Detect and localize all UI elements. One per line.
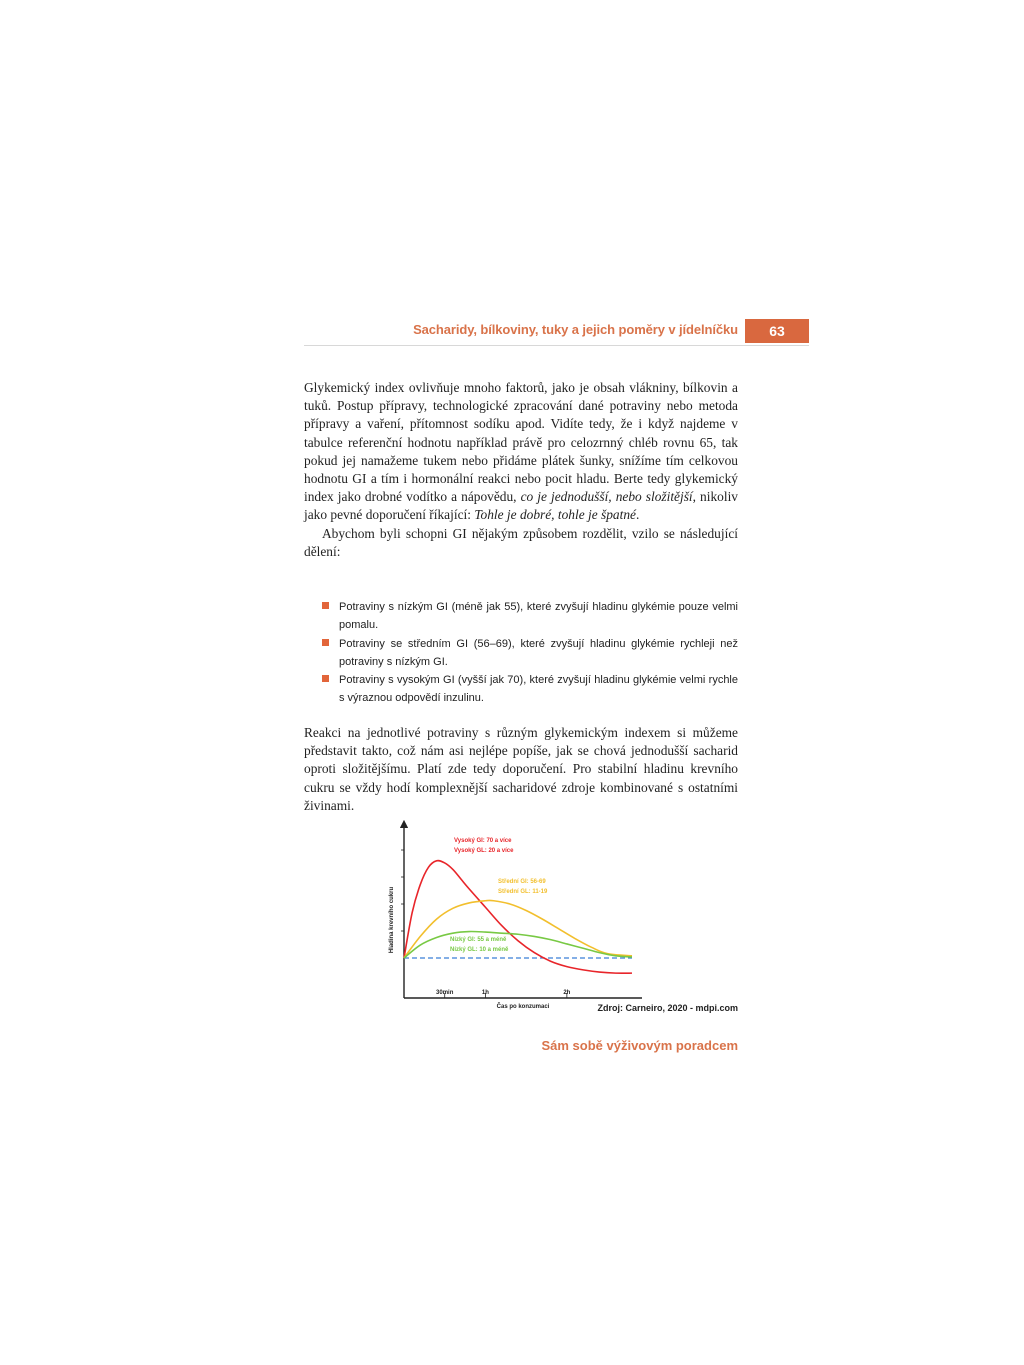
text-run: Glykemický index ovlivňuje mnoho faktorů, jako je obsah vlákniny, bílkovin a tuků. Postup přípravy, technologické zpracování dané potraviny nebo metoda přípravy a vaření, přítomnost sodíku apod. Vidíte tedy, že i když najdeme v tabulce referenční hodnotu například právě pro celozrnný chléb rovnu 65, tak pokud jej namažeme tukem nebo přidáme plátek šunky, snížíme tím celkovou hodnotu GI a tím i hormonální reakci nebo pocit hladu. Berte tedy glykemický index jako drobné vodítko a nápovědu, <box>304 380 738 505</box>
list-item <box>322 635 738 672</box>
list-item-text: Potraviny s vysokým GI (vyšší jak 70), které zvyšují hladinu glykémie velmi rychle s výraznou odpovědí inzulinu. <box>339 674 738 705</box>
legend-label: Střední GI: 56-69 <box>498 879 546 885</box>
x-tick-label: 30min <box>436 990 454 996</box>
body-text-after <box>304 724 738 815</box>
list-item <box>322 671 738 708</box>
legend-label: Vysoký GI: 70 a více <box>454 838 512 844</box>
running-header-title: Sacharidy, bílkoviny, tuky a jejich poměry v jídelníčku <box>413 322 738 337</box>
bullet-square-icon <box>322 602 329 609</box>
running-footer-title: Sám sobě výživovým poradcem <box>541 1038 738 1053</box>
paragraph-division: Abychom byli schopni GI nějakým způsobem rozdělit, vzilo se následující dělení: <box>304 525 738 559</box>
paragraph-glycemic-factors <box>304 379 738 525</box>
legend-label: Nízký GL: 10 a méně <box>450 947 509 953</box>
series-line <box>404 900 632 958</box>
legend-label: Střední GL: 11-19 <box>498 889 548 895</box>
body-text-main <box>304 379 738 561</box>
list-item-text: Potraviny se středním GI (56–69), které zvyšují hladinu glykémie rychleji než potraviny s nízkým GI. <box>339 637 738 668</box>
chart-source: Zdroj: Carneiro, 2020 - mdpi.com <box>597 1003 738 1013</box>
italic-phrase: co je jednodušší, nebo složitější <box>520 489 693 505</box>
x-axis-ticks <box>436 990 571 998</box>
text-run: . <box>635 507 640 523</box>
x-tick-label: 2h <box>563 990 571 996</box>
series-line <box>404 931 632 958</box>
legend-label: Nízký GI: 55 a méně <box>450 937 507 943</box>
bullet-square-icon <box>322 675 329 682</box>
y-axis-label: Hladina krevního cukru <box>389 886 395 954</box>
list-item <box>322 598 738 635</box>
series-layer <box>404 861 632 974</box>
chart-svg <box>380 820 650 1016</box>
list-item-text: Potraviny s nízkým GI (méně jak 55), které zvyšují hladinu glykémie pouze velmi pomalu. <box>339 601 738 632</box>
x-tick-label: 1h <box>481 990 489 996</box>
glycemic-response-chart <box>380 820 650 1021</box>
text-run: , nikoliv jako pevné doporučení říkající: <box>304 489 739 523</box>
x-axis-label: Čas po konzumaci <box>496 1004 550 1010</box>
gi-category-list <box>322 598 738 708</box>
italic-phrase: Tohle je dobré, tohle je špatné <box>474 507 636 523</box>
page-number: 63 <box>745 319 809 343</box>
bullet-square-icon <box>322 639 329 646</box>
paragraph-reaction: Reakci na jednotlivé potraviny s různým glykemickým indexem si můžeme představit takto, což nám asi nejlépe popíše, jak se chová jednodušší sacharid oproti složitějšímu. Platí zde tedy doporučení. Pro stabilní hladinu krevního cukru se vždy hodí komplexnější sacharidové zdroje kombinované s ostatními živinami. <box>304 725 738 813</box>
legend-label: Vysoký GL: 20 a více <box>454 848 514 854</box>
header-rule <box>304 345 809 346</box>
